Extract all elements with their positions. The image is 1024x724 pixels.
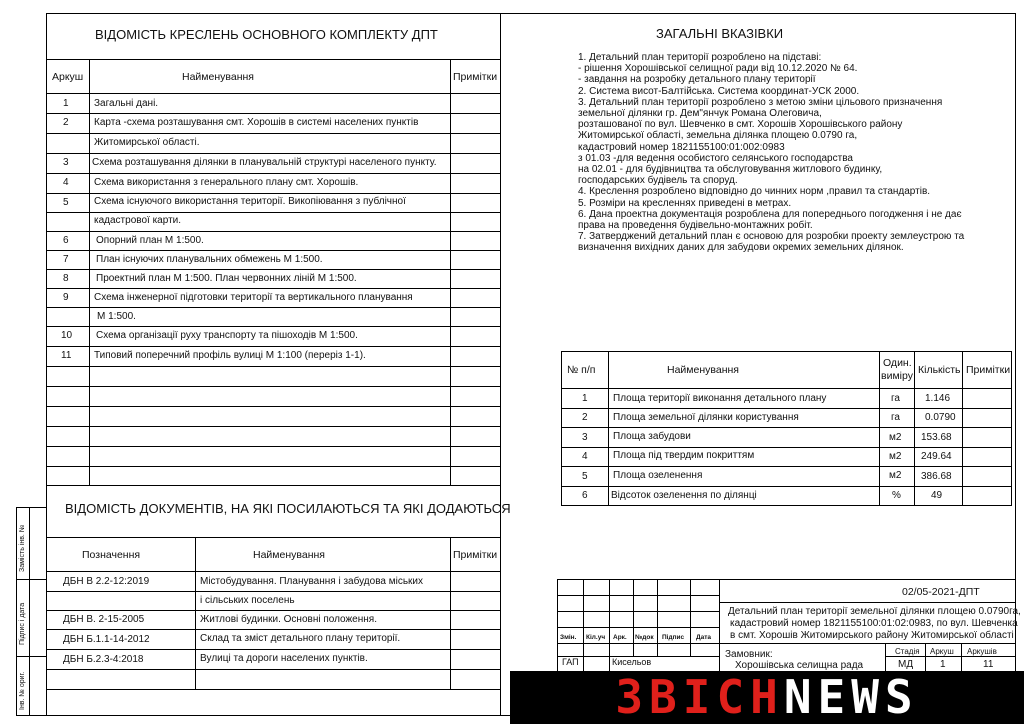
project-desc-3: в смт. Хорошів Житомирського району Житомирської області bbox=[730, 630, 1014, 641]
row-name-cont: М 1:500. bbox=[97, 311, 136, 322]
row-name: Схема розташування ділянки в планувальній структурі населеного пункту. bbox=[92, 157, 437, 168]
side-stamp-inventory: Інв. № ориг. bbox=[19, 671, 26, 710]
row-name: Типовий поперечний профіль вулиці М 1:100 (переріз 1-1). bbox=[94, 350, 366, 361]
indicators-col-unit: Один. bbox=[883, 357, 912, 369]
indicators-col-unit-2: виміру bbox=[881, 370, 913, 382]
reference-code: ДБН Б.1.1-14-2012 bbox=[63, 634, 150, 645]
sheets-value: 11 bbox=[983, 659, 994, 670]
row-name: Карта -схема розташування смт. Хорошів в системі населених пунктів bbox=[94, 117, 419, 128]
note-line: - завдання на розробку детального плану території bbox=[578, 74, 816, 86]
indicator-unit: га bbox=[891, 393, 900, 404]
indicator-n: 5 bbox=[582, 471, 588, 482]
indicator-qty: 249.64 bbox=[921, 451, 952, 462]
project-desc-2: кадастровий номер 1821155100:01:02:0983, по вул. Шевченка bbox=[730, 618, 1018, 629]
indicator-unit: га bbox=[891, 412, 900, 423]
indicator-name: Відсоток озеленення по ділянці bbox=[611, 490, 757, 501]
row-sheet: 2 bbox=[63, 117, 69, 128]
indicators-col-notes: Примітки bbox=[966, 364, 1011, 376]
row-sheet: 3 bbox=[63, 157, 69, 168]
row-name: Схема використання з генерального плану смт. Хорошів. bbox=[94, 177, 359, 188]
row-sheet: 7 bbox=[63, 254, 69, 265]
stamp-col-doc: №док bbox=[635, 634, 654, 641]
drawings-col-sheet: Аркуш bbox=[52, 71, 84, 83]
indicator-n: 1 bbox=[582, 393, 588, 404]
note-line: 2. Система висот-Балтійська. Система координат-УСК 2000. bbox=[578, 85, 860, 97]
stamp-person: Кисельов bbox=[612, 657, 652, 667]
indicators-col-name: Найменування bbox=[667, 364, 739, 376]
customer-name: Хорошівська селищна рада bbox=[735, 660, 864, 671]
indicator-n: 2 bbox=[582, 412, 588, 423]
row-sheet: 9 bbox=[63, 292, 69, 303]
note-line: - рішення Хорошівської селищної ради від 10.12.2020 № 64. bbox=[578, 63, 858, 75]
reference-name: Вулиці та дороги населених пунктів. bbox=[200, 653, 368, 664]
indicator-n: 6 bbox=[582, 490, 588, 501]
reference-code: ДБН Б.2.3-4:2018 bbox=[63, 654, 144, 665]
stage-value: МД bbox=[898, 659, 914, 670]
row-name: Загальні дані. bbox=[94, 98, 159, 109]
customer-label: Замовник: bbox=[725, 649, 773, 660]
note-line: з 01.03 -для ведення особистого селянського господарства bbox=[578, 152, 853, 164]
row-name-cont: Житомирської області. bbox=[94, 137, 200, 148]
row-name-cont: кадастрової карти. bbox=[94, 215, 182, 226]
logo-text-red: ЗВІСН bbox=[615, 670, 784, 724]
row-name: Проектний план М 1:500. План червонних ліній М 1:500. bbox=[96, 273, 357, 284]
reference-name: Містобудування. Планування і забудова міських bbox=[200, 576, 424, 587]
row-name: Схема існуючого використання території. Викопіювання з публічної bbox=[94, 196, 406, 207]
reference-code: ДБН В 2.2-12:2019 bbox=[63, 576, 150, 587]
note-line: господарських будівель та споруд. bbox=[578, 175, 738, 187]
stamp-role: ГАП bbox=[562, 657, 579, 667]
reference-name-cont: і сільських поселень bbox=[200, 595, 295, 606]
indicator-name: Площа озеленення bbox=[613, 470, 703, 481]
row-name: Схема інженерної підготовки території та вертикального планування bbox=[94, 292, 413, 303]
row-sheet: 4 bbox=[63, 177, 69, 188]
note-line: 1. Детальний план території розроблено на підставі: bbox=[578, 52, 822, 63]
indicator-qty: 49 bbox=[931, 490, 943, 501]
indicator-name: Площа під твердим покриттям bbox=[613, 450, 755, 461]
row-sheet: 5 bbox=[63, 197, 69, 208]
stamp-col-qty: Кіл.уч bbox=[586, 634, 606, 641]
indicator-n: 4 bbox=[582, 451, 588, 462]
news-logo bbox=[510, 671, 1024, 724]
note-line: 5. Розміри на кресленнях приведені в метрах. bbox=[578, 197, 792, 209]
references-col-notes: Примітки bbox=[453, 549, 498, 561]
stamp-col-signature: Підпис bbox=[662, 634, 685, 641]
drawings-col-name: Найменування bbox=[182, 71, 254, 83]
note-line: 7. Затверджений детальний план є основою для розробки проекту землеустрою та bbox=[578, 231, 965, 243]
indicator-name: Площа території виконання детального плану bbox=[613, 393, 827, 404]
reference-name: Склад та зміст детального плану території. bbox=[200, 633, 401, 644]
reference-code: ДБН В. 2-15-2005 bbox=[63, 614, 145, 625]
reference-name: Житлові будинки. Основні положення. bbox=[200, 614, 377, 625]
indicator-unit: % bbox=[892, 490, 901, 501]
project-desc-1: Детальний план території земельної ділянки площею 0.0790га, bbox=[728, 606, 1021, 617]
note-line: на 02.01 - для будівництва та обслуговування житлового будинку, bbox=[578, 164, 883, 176]
indicator-unit: м2 bbox=[889, 470, 902, 481]
sheet-value: 1 bbox=[940, 659, 946, 670]
side-stamp-signature: Підпис і дата bbox=[19, 602, 26, 645]
row-name: Схема організації руху транспорту та пішоходів М 1:500. bbox=[96, 330, 358, 341]
indicators-col-n: № п/п bbox=[567, 364, 596, 376]
sheets-label: Аркушів bbox=[967, 647, 997, 656]
note-line: визначення вихідних даних для забудови окремих земельних ділянок. bbox=[578, 242, 904, 254]
indicator-name: Площа забудови bbox=[613, 431, 691, 442]
indicator-unit: м2 bbox=[889, 432, 902, 443]
indicator-qty: 1.146 bbox=[925, 393, 951, 404]
references-title: ВІДОМІСТЬ ДОКУМЕНТІВ, НА ЯКІ ПОСИЛАЮТЬСЯ ТА ЯКІ ДОДАЮТЬСЯ bbox=[65, 501, 511, 516]
indicator-name: Площа земельної ділянки користування bbox=[613, 412, 799, 423]
row-sheet: 1 bbox=[63, 98, 69, 109]
indicator-qty: 0.0790 bbox=[925, 412, 956, 423]
drawings-list-title: ВІДОМІСТЬ КРЕСЛЕНЬ ОСНОВНОГО КОМПЛЕКТУ ДПТ bbox=[95, 27, 438, 42]
note-line: розташованої по вул. Шевченко в смт. Хорошів Хорошівського району bbox=[578, 119, 903, 131]
references-col-name: Найменування bbox=[253, 549, 325, 561]
note-line: 3. Детальний план території розроблено з метою зміни цільового призначення bbox=[578, 96, 943, 108]
row-name: Опорний план М 1:500. bbox=[96, 235, 204, 246]
general-notes-body bbox=[578, 52, 964, 254]
references-col-code: Позначення bbox=[82, 549, 141, 561]
stamp-col-changes: Змін. bbox=[560, 634, 577, 641]
row-sheet: 8 bbox=[63, 273, 69, 284]
project-code: 02/05-2021-ДПТ bbox=[902, 586, 980, 598]
stage-label: Стадія bbox=[895, 647, 920, 656]
note-line: земельної ділянки гр. Дем"янчук Романа Олеговича, bbox=[578, 108, 822, 120]
note-line: Житомирської області, земельна ділянка площею 0.0790 га, bbox=[578, 130, 858, 142]
indicator-unit: м2 bbox=[889, 451, 902, 462]
row-sheet: 10 bbox=[61, 330, 73, 341]
row-sheet: 6 bbox=[63, 235, 69, 246]
stamp-col-sheet: Арк. bbox=[613, 634, 627, 641]
side-stamp-replacement: Замість інв. № bbox=[19, 524, 26, 572]
indicators-col-qty: Кількість bbox=[918, 364, 961, 376]
drawings-col-notes: Примітки bbox=[453, 71, 498, 83]
row-sheet: 11 bbox=[61, 350, 72, 361]
indicator-qty: 153.68 bbox=[921, 432, 952, 443]
note-line: кадастровий номер 1821155100:01:002:0983 bbox=[578, 141, 785, 153]
note-line: 6. Дана проектна документація розроблена для попереднього погодження і не дає bbox=[578, 208, 962, 220]
indicator-n: 3 bbox=[582, 432, 588, 443]
stamp-col-date: Дата bbox=[696, 634, 712, 641]
note-line: 4. Креслення розроблено відповідно до чинних норм ,правил та стандартів. bbox=[578, 186, 931, 198]
general-notes-title: ЗАГАЛЬНІ ВКАЗІВКИ bbox=[656, 26, 784, 41]
indicator-qty: 386.68 bbox=[921, 471, 952, 482]
row-name: План існуючих планувальних обмежень М 1:500. bbox=[96, 254, 323, 265]
note-line: права на проведення будівельно-монтажних робіт. bbox=[578, 220, 813, 232]
sheet-label: Аркуш bbox=[930, 647, 954, 656]
logo-text-white: NEWS bbox=[783, 670, 919, 724]
